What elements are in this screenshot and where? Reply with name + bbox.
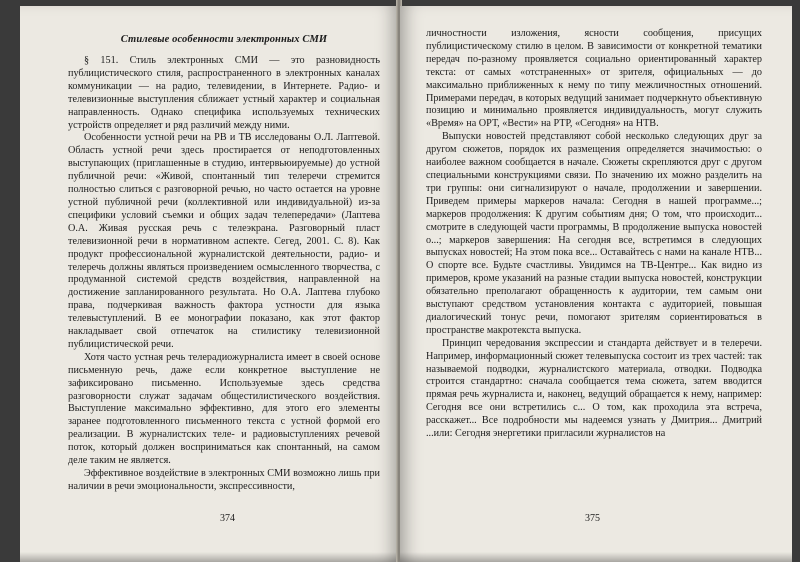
running-head: Стилевые особенности электронных СМИ — [120, 34, 328, 45]
right-page — [400, 6, 792, 562]
paragraph: Особенности устной речи на РВ и ТВ исследованы О.Л. Лаптевой. Область устной речи здесь простирается от неподготовленных выступающих (приглашенные в студию, интервьюируемые) до устной публичной речи: «Живой, спонтанный тип телеречи стремится полностью слиться с разговорной речью, но часто остается на уровне устной публичной речи (коллективной или индивидуальной) из-за специфики условий съемки и общих задач телепередачи» (Лаптева О.А. Живая русская речь с телеэкрана. Разговорный пласт телевизионной речи в нормативном аспекте. Сегед, 2001. С. 8). Как продукт профессиональной журналистской деятельности, радио- и телеречь должны являться произведением осмысленного творчества, с продуманной системой средств воздействия, направленной на достижение запланированного результата. Но О.А. Лаптева глубоко права, подчеркивая важность фактора устности для языка телевыступлений. В ее монографии показано, как этот фактор накладывает свой отпечаток на стилистику телевизионной публицистической речи. — [68, 132, 380, 350]
paragraph: личностности изложения, ясности сообщения, присущих публицистическому стилю в целом. В зависимости от конкретной тематики передач по-разному проявляется социально ориентированный характер текста: от самых «отстраненных» от зрителя, официальных — до максимально приближенных к нему по типу межличностных отношений. Примерами передач, в которых ведущий занимает подчеркнуто объективную позицию и минимально проявляется индивидуальность, могут служить «Время» на ОРТ, «Вести» на РТР, «Сегодня» на НТВ. — [426, 28, 762, 130]
paragraph: Хотя часто устная речь телерадиожурналиста имеет в своей основе письменную речь, даже если конкретное выступление не зафиксировано письменно. Используемые здесь средства разговорности служат задачам общестилистического воздействия. Выступление максимально эффективно, для этого его элементы заранее подготовленного письменного текста с устной формой его реализации. В журналистских теле- и радиовыступлениях речевой поток, который должен восприниматься как спонтанный, на самом деле таким не является. — [68, 351, 380, 467]
paragraph: Принцип чередования экспрессии и стандарта действует и в телеречи. Например, информационный сюжет телевыпуска состоит из трех частей: так называемой подводки, журналистского материала, отводки. Подводка строится стандартно: сначала сообщается тема сюжета, затем вводится прямая речь журналиста и, наконец, ведущий обращается к нему, например: Сегодня все они встретились с... О том, как проходила эта встреча, расскажет... Все подробности мы надеемся узнать у Дмитрия... Дмитрий ...или: Сегодня энергетики пригласили журналистов на — [426, 337, 762, 440]
page-number: 374 — [220, 513, 235, 524]
page-edge-shadow — [20, 552, 398, 562]
page-number: 375 — [585, 513, 600, 524]
page-edge-shadow — [400, 552, 792, 562]
paragraph: Эффективное воздействие в электронных СМИ возможно лишь при наличии в речи эмоциональности, экспрессивности, — [68, 468, 380, 492]
paragraph: § 151. Стиль электронных СМИ — это разновидность публицистического стиля, распространенного в электронных каналах коммуникации — на радио, телевидении, в Интернете. Радио- и телевизионные выступления сближает устный характер и социальная направленность. Однако специфика используемых технических устройств определяет и ряд различий между ними. — [68, 55, 380, 131]
paragraph: Выпуски новостей представляют собой несколько следующих друг за другом сюжетов, порядок их размещения определяется значимостью: о наиболее важном сообщается в начале. Сюжеты скрепляются друг с другом специальными конструкциями связи. По значению их можно разделить на три группы: они сигнализируют о начале, продолжении и завершении. Приведем примеры маркеров начала: Сегодня в нашей программе...; маркеров продолжения: К другим событиям дня; О том, что происходит... смотрите в следующей части программы, В продолжение выпуска новостей о...; маркеров завершения: На сегодня все, встретимся в следующих выпусках новостей; На этом пока все... Оставайтесь с нами на канале НТВ... О спорте все. Будьте счастливы. Увидимся на ТВ-Центре... Как видно из примеров, кроме указаний на разные стадии выпуска новостей, конструкции обязательно преполагают обращенность к аудитории, тем самым они выступают средством установления контакта с аудиторией, повышая диалогический тонус речи, помогают зрителям сориентироваться в пространстве макротекста выпуска. — [426, 131, 762, 336]
left-page — [20, 6, 398, 562]
